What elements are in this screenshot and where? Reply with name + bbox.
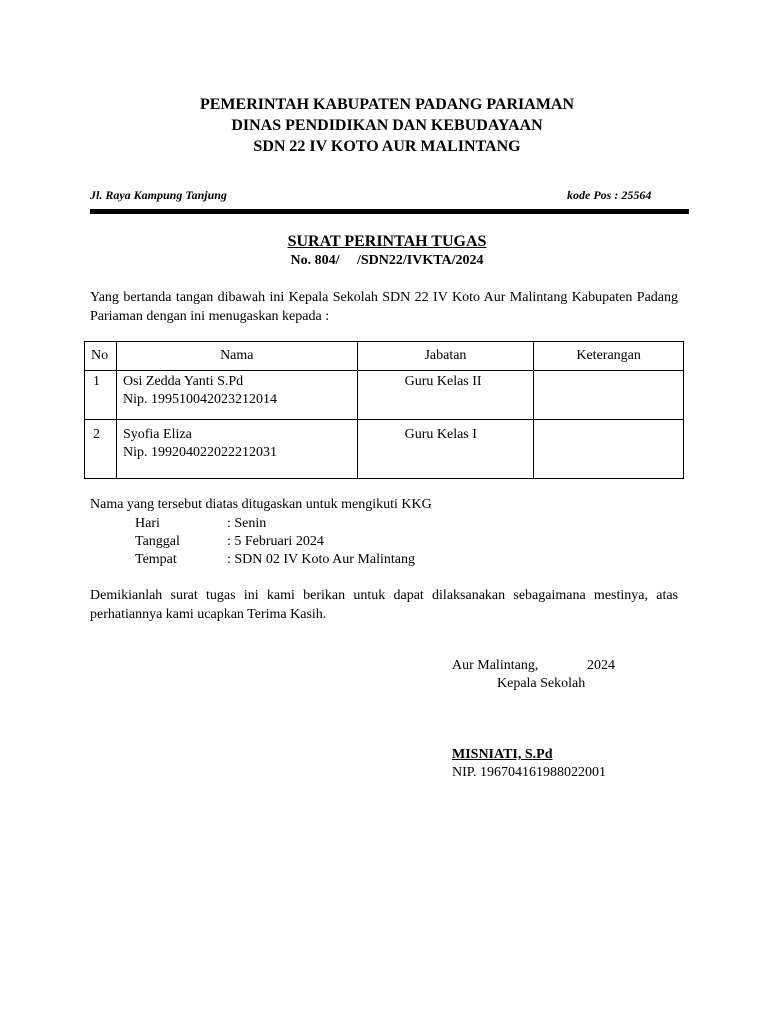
letterhead-school: SDN 22 IV KOTO AUR MALINTANG	[253, 138, 521, 155]
letter-title-wrap	[90, 233, 684, 251]
assignee-remarks	[534, 371, 684, 420]
assignee-cell	[116, 371, 357, 420]
assignee-name: Syofia Eliza	[122, 427, 192, 442]
assignee-position: Guru Kelas II	[357, 371, 534, 420]
closing-paragraph: Demikianlah surat tugas ini kami berikan untuk dapat dilaksanakan sebagaimana mestinya, atas perhatiannya kami ucapkan Terima Kasih.	[90, 588, 678, 622]
hari-label: Hari	[135, 516, 160, 531]
detail-hari	[135, 515, 535, 533]
signature-place: Aur Malintang,	[452, 658, 539, 673]
letterhead-divider	[90, 209, 689, 214]
assignment-intro: Nama yang tersebut diatas ditugaskan untuk mengikuti KKG	[90, 497, 432, 512]
header-nama: Nama	[116, 342, 357, 371]
header-jabatan: Jabatan	[357, 342, 534, 371]
hari-value: : Senin	[227, 516, 267, 531]
signatory-nip: NIP. 196704161988022001	[452, 765, 607, 780]
header-no: No	[85, 342, 117, 371]
assignee-nip: Nip. 199204022022212031	[122, 445, 277, 460]
letter-title: SURAT PERINTAH TUGAS	[287, 233, 487, 250]
letterhead-department: DINAS PENDIDIKAN DAN KEBUDAYAAN	[231, 117, 543, 134]
tanggal-label: Tanggal	[135, 534, 180, 549]
detail-tempat	[135, 551, 535, 569]
assignee-name: Osi Zedda Yanti S.Pd	[122, 374, 244, 389]
tempat-label: Tempat	[135, 552, 177, 567]
table-row	[85, 371, 684, 420]
letterhead-government: PEMERINTAH KABUPATEN PADANG PARIAMAN	[199, 96, 575, 113]
assignee-table	[84, 341, 684, 479]
letter-number: No. 804/ /SDN22/IVKTA/2024	[290, 253, 484, 268]
table-row	[85, 420, 684, 479]
signatory-name: MISNIATI, S.Pd	[452, 747, 553, 762]
row-number: 2	[85, 420, 117, 479]
assignee-remarks	[534, 420, 684, 479]
header-keterangan: Keterangan	[534, 342, 684, 371]
school-address: Jl. Raya Kampung Tanjung	[90, 188, 227, 202]
assignee-cell	[116, 420, 357, 479]
tanggal-value: : 5 Februari 2024	[227, 534, 324, 549]
row-number: 1	[85, 371, 117, 420]
assignee-position: Guru Kelas I	[357, 420, 534, 479]
tempat-value: : SDN 02 IV Koto Aur Malintang	[227, 552, 415, 567]
intro-paragraph: Yang bertanda tangan dibawah ini Kepala Sekolah SDN 22 IV Koto Aur Malintang Kabupaten Padang Pariaman dengan ini menugaskan kepada :	[90, 290, 678, 324]
detail-tanggal	[135, 533, 535, 551]
postal-code: kode Pos : 25564	[567, 188, 652, 202]
table-header-row	[85, 342, 684, 371]
signatory-position: Kepala Sekolah	[497, 676, 586, 691]
signature-year: 2024	[587, 658, 615, 673]
assignee-nip: Nip. 199510042023212014	[122, 392, 277, 407]
